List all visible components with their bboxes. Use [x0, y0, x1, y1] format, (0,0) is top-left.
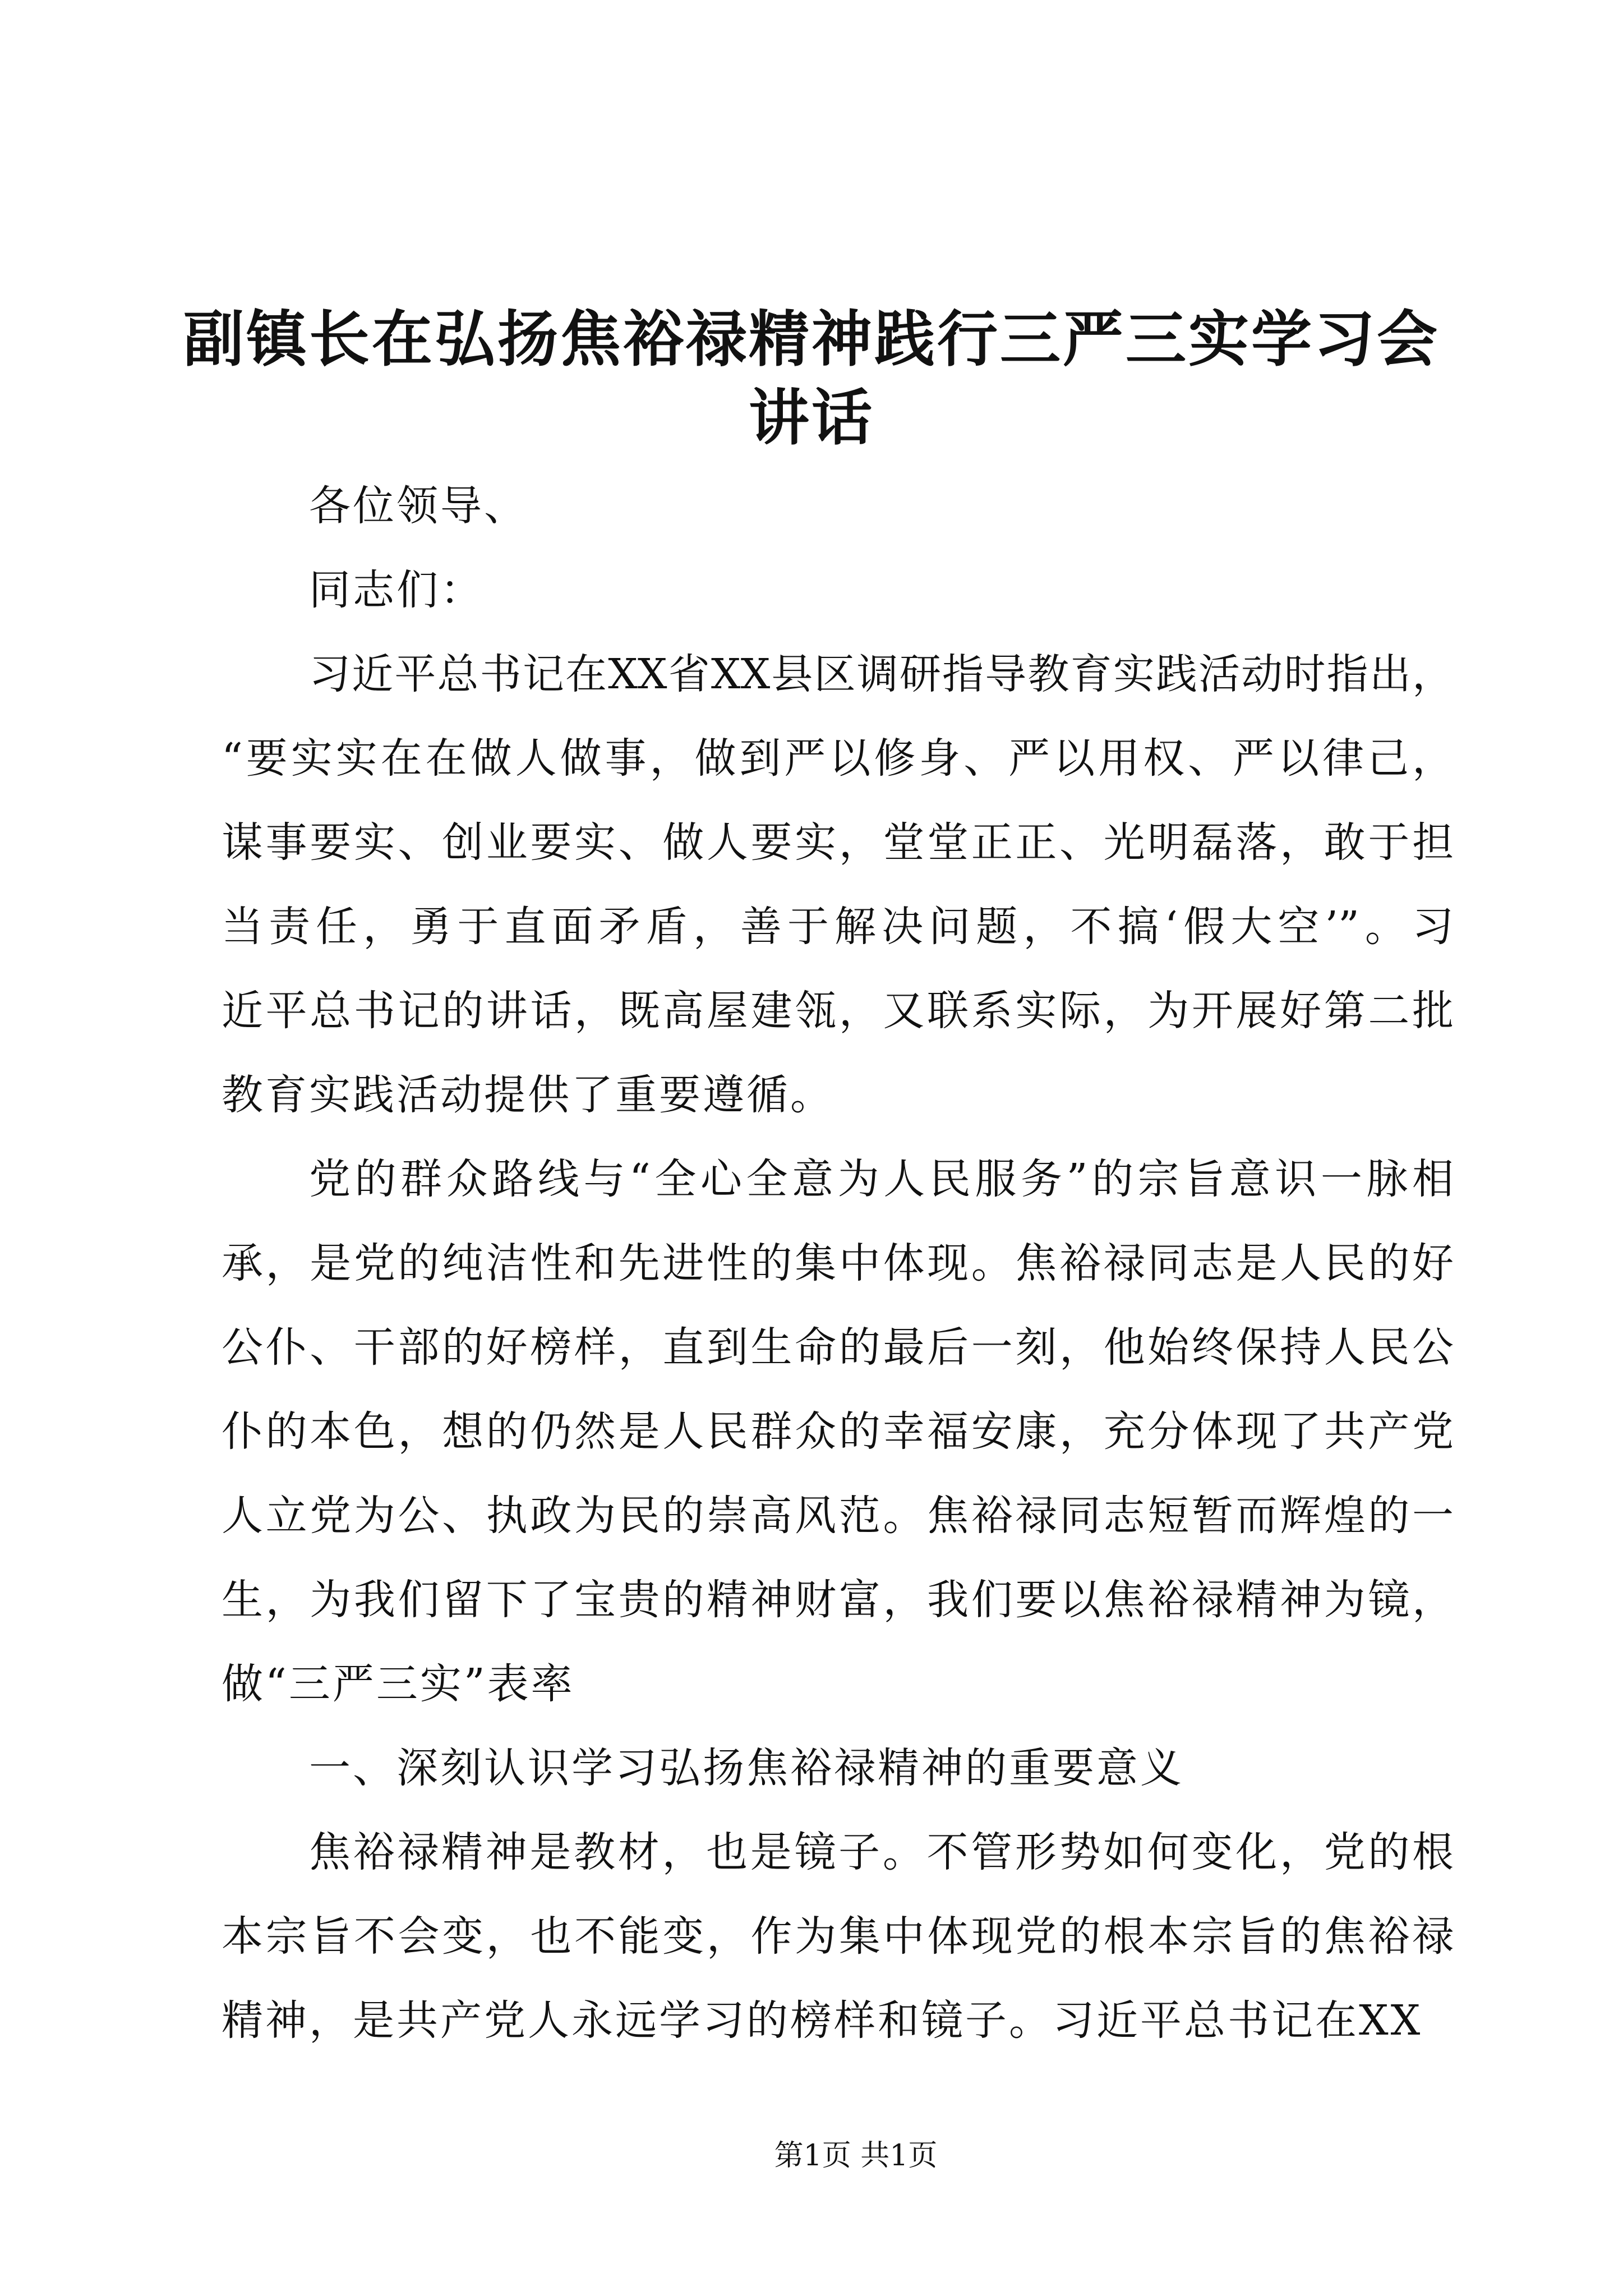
body-line: 谋事要实、创业要实、做人要实，堂堂正正、光明磊落，敢于担: [222, 818, 1454, 867]
body-line: 焦裕禄精神是教材，也是镜子。不管形势如何变化，党的根: [309, 1828, 1454, 1876]
salutation-paragraph: [222, 464, 1454, 548]
body-line: 当责任，勇于直面矛盾，善于解决问题，不搞‘假大空’”。习: [222, 903, 1454, 951]
body-paragraph: [222, 632, 1454, 1137]
title-line: 副镇长在弘扬焦裕禄精神践行三严三实学习会: [183, 304, 1440, 375]
page-number-footer: 第1页 共1页: [774, 2139, 938, 2173]
body-line: 本宗旨不会变，也不能变，作为集中体现党的根本宗旨的焦裕禄: [222, 1912, 1454, 1961]
body-line: 党的群众路线与“全心全意为人民服务”的宗旨意识一脉相: [309, 1155, 1454, 1203]
body-line: “要实实在在做人做事，做到严以修身、严以用权、严以律己，: [222, 734, 1454, 783]
body-line: 公仆、干部的好榜样，直到生命的最后一刻，他始终保持人民公: [222, 1323, 1454, 1372]
body-line: 习近平总书记在XX省XX县区调研指导教育实践活动时指出，: [309, 650, 1454, 698]
body-line: 近平总书记的讲话，既高屋建瓴，又联系实际，为开展好第二批: [222, 987, 1454, 1035]
body-line: 做“三严三实”表率: [222, 1660, 575, 1708]
salutation-paragraph: [222, 548, 1454, 632]
body-line: 承，是党的纯洁性和先进性的集中体现。焦裕禄同志是人民的好: [222, 1239, 1454, 1287]
body-line: 人立党为公、执政为民的崇高风范。焦裕禄同志短暂而辉煌的一: [222, 1492, 1454, 1540]
body-line: 同志们：: [309, 566, 484, 614]
body-line: 各位领导、: [309, 482, 528, 530]
body-line: 教育实践活动提供了重要遵循。: [222, 1071, 834, 1119]
body-paragraph: [222, 1810, 1454, 2063]
body-line: 仆的本色，想的仍然是人民群众的幸福安康，充分体现了共产党: [222, 1407, 1454, 1456]
title-line: 讲话: [748, 383, 874, 453]
body-paragraph: [222, 1137, 1454, 1726]
document-body: [222, 464, 1454, 2063]
document-title: [0, 300, 1623, 457]
section-heading: [222, 1726, 1454, 1810]
body-line: 生，为我们留下了宝贵的精神财富，我们要以焦裕禄精神为镜，: [222, 1576, 1454, 1624]
section-heading-line: 一、深刻认识学习弘扬焦裕禄精神的重要意义: [309, 1744, 1184, 1792]
body-line: 精神，是共产党人永远学习的榜样和镜子。习近平总书记在XX: [222, 1996, 1423, 2045]
